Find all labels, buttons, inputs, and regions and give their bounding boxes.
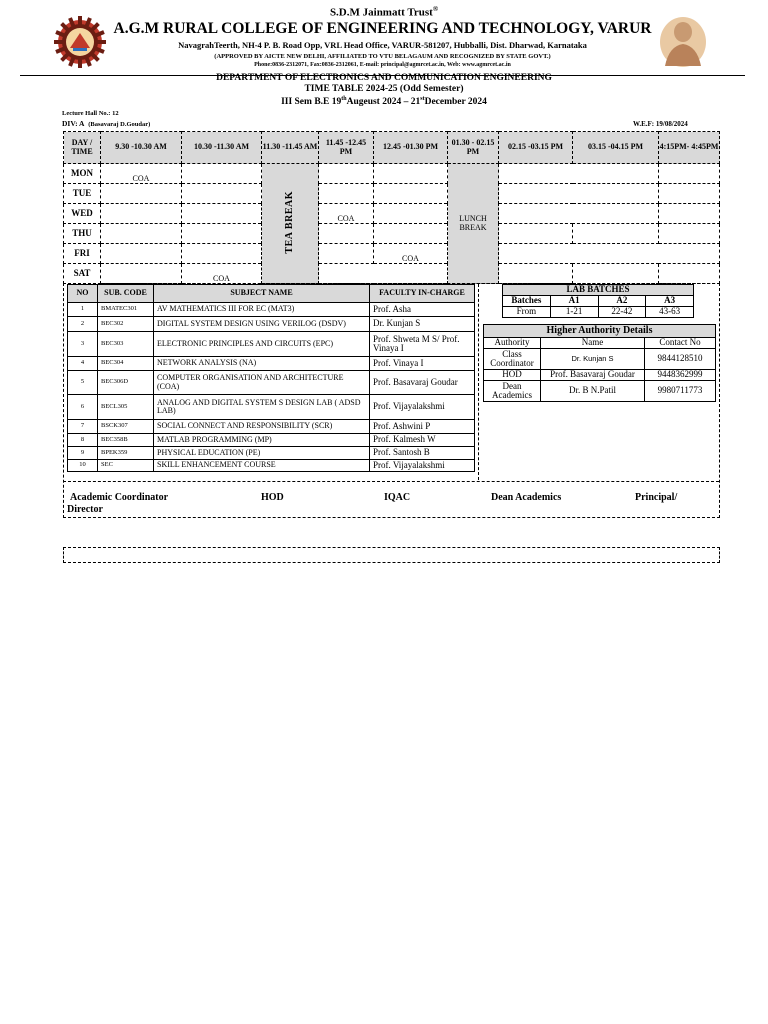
period-cell	[499, 264, 573, 284]
timetable-row-tue	[64, 184, 720, 204]
lecture-hall: Lecture Hall No.: 12	[62, 110, 119, 117]
period-cell	[319, 164, 374, 184]
table-row: 5 BEC306D COMPUTER ORGANISATION AND ARCHITECTURE (COA) Prof. Basavaraj Goudar	[68, 371, 475, 395]
slot-header: 02.15 -03.15 PM	[499, 132, 573, 164]
period-cell	[659, 264, 720, 284]
day-label: FRI	[64, 244, 101, 264]
semester-period: III Sem B.E 19thAugeust 2024 – 21stDecember 2024	[281, 96, 487, 108]
period-cell	[499, 204, 659, 224]
table-row: 3 BEC303 ELECTRONIC PRINCIPLES AND CIRCUITS (EPC) Prof. Shweta M S/ Prof. Vinaya I	[68, 332, 475, 357]
period-cell	[182, 204, 262, 224]
tea-break-cell	[262, 164, 319, 284]
subjects-header-row	[68, 285, 475, 303]
tea-break-label: TEA BREAK	[283, 191, 295, 254]
authority-title: Higher Authority Details	[484, 325, 716, 338]
period-cell	[319, 224, 374, 244]
period-cell	[319, 184, 374, 204]
slot-header: 03.15 -04.15 PM	[573, 132, 659, 164]
division-label: DIV: A (Basavaraj D.Goudar)	[62, 119, 151, 128]
table-row: 2 BEC302 DIGITAL SYSTEM DESIGN USING VERILOG (DSDV) Dr. Kunjan S	[68, 317, 475, 332]
wef-date: W.E.F: 19/08/2024	[633, 120, 688, 128]
timetable-header-row	[64, 132, 720, 164]
period-cell	[573, 224, 659, 244]
timetable-row-sat	[64, 264, 720, 284]
department-title: DEPARTMENT OF ELECTRONICS AND COMMUNICATION ENGINEERING	[216, 73, 552, 83]
lab-batches-table	[502, 284, 694, 318]
signature-principal: Principal/	[635, 492, 678, 503]
period-cell	[101, 244, 182, 264]
column-header: NO	[68, 285, 98, 303]
founder-photo	[659, 16, 707, 68]
day-label: MON	[64, 164, 101, 184]
signature-director: Director	[67, 504, 103, 515]
table-row: 6 BECL305 ANALOG AND DIGITAL SYSTEM S DESIGN LAB ( ADSD LAB) Prof. Vijayalakshmi	[68, 395, 475, 420]
signature-divider	[63, 481, 719, 482]
column-header: SUBJECT NAME	[154, 285, 370, 303]
period-cell	[374, 164, 448, 184]
signature-iqac: IQAC	[384, 492, 411, 503]
period-cell: COA	[374, 244, 448, 264]
period-cell	[573, 264, 659, 284]
period-cell	[101, 184, 182, 204]
table-row: 4 BEC304 NETWORK ANALYSIS (NA) Prof. Vinaya I	[68, 357, 475, 371]
period-cell	[182, 164, 262, 184]
slot-header: 4:15PM- 4:45PM	[659, 132, 720, 164]
empty-footer-box	[63, 547, 720, 563]
period-cell: COA	[319, 204, 374, 224]
table-row: HOD Prof. Basavaraj Goudar 9448362999	[484, 370, 716, 381]
table-row: 8 BEC358B MATLAB PROGRAMMING (MP) Prof. Kalmesh W	[68, 434, 475, 447]
period-cell	[319, 264, 448, 284]
period-cell	[101, 264, 182, 284]
signature-dean: Dean Academics	[491, 492, 562, 503]
timetable-title: TIME TABLE 2024-25 (Odd Semester)	[304, 84, 464, 94]
authority-table	[483, 324, 716, 402]
registered-mark: ®	[432, 5, 439, 13]
slot-header: 9.30 -10.30 AM	[101, 132, 182, 164]
lunch-break-cell	[448, 164, 499, 284]
signature-hod: HOD	[261, 492, 284, 503]
period-cell: COA	[182, 264, 262, 284]
contact-line: Phone:0836-2312071, Fax:0836-2312061, E-mail: principal@agmrcet.ac.in, Web: www.agmrcet.ac.in	[254, 62, 511, 68]
period-cell	[499, 224, 573, 244]
timetable-row-fri	[64, 244, 720, 264]
table-row: From 1-21 22-42 43-63	[503, 307, 694, 318]
period-cell	[499, 184, 659, 204]
college-name: A.G.M RURAL COLLEGE OF ENGINEERING AND TECHNOLOGY, VARUR	[113, 20, 652, 37]
column-header: FACULTY IN-CHARGE	[370, 285, 475, 303]
period-cell	[499, 164, 659, 184]
period-cell	[319, 244, 374, 264]
column-header: SUB. CODE	[98, 285, 154, 303]
period-cell	[659, 224, 720, 244]
approval-note: (APPROVED BY AICTE NEW DELHI, AFFILIATED TO VTU BELAGAUM AND RECOGNIZED BY STATE GOVT.)	[214, 53, 551, 60]
lab-batches-title: LAB BATCHES	[503, 285, 694, 296]
college-address: NavagrahTeerth, NH-4 P. B. Road Opp, VRL Head Office, VARUR-581207, Hubballi, Dist. Dharwad, Karnataka	[178, 40, 587, 50]
period-cell	[182, 184, 262, 204]
day-time-header: DAY / TIME	[64, 132, 101, 164]
college-logo	[53, 15, 107, 69]
table-row: Class Coordinator Dr. Kunjan S 9844128510	[484, 349, 716, 370]
table-row: 1 BMATEC301 AV MATHEMATICS III FOR EC (MAT3) Prof. Asha	[68, 303, 475, 317]
period-cell	[374, 184, 448, 204]
period-cell	[374, 204, 448, 224]
period-cell	[659, 184, 720, 204]
slot-header: 11.45 -12.45 PM	[319, 132, 374, 164]
period-cell	[101, 224, 182, 244]
day-label: TUE	[64, 184, 101, 204]
slot-header: 01.30 - 02.15 PM	[448, 132, 499, 164]
period-cell	[182, 244, 262, 264]
period-cell	[659, 164, 720, 184]
period-cell	[499, 244, 720, 264]
timetable-row-thu	[64, 224, 720, 244]
table-row: Dean Academics Dr. B N.Patil 9980711773	[484, 381, 716, 402]
slot-header: 11.30 -11.45 AM	[262, 132, 319, 164]
timetable-row-wed	[64, 204, 720, 224]
day-label: SAT	[64, 264, 101, 284]
table-row: 7 BSCK307 SOCIAL CONNECT AND RESPONSIBILITY (SCR) Prof. Ashwini P	[68, 420, 475, 434]
slot-header: 12.45 -01.30 PM	[374, 132, 448, 164]
period-cell	[101, 204, 182, 224]
authority-header-row: Authority Name Contact No	[484, 338, 716, 349]
day-label: WED	[64, 204, 101, 224]
subjects-table	[67, 284, 475, 472]
period-cell	[659, 204, 720, 224]
table-row: 10 SEC SKILL ENHANCEMENT COURSE Prof. Vijayalakshmi	[68, 460, 475, 472]
period-cell	[374, 224, 448, 244]
lunch-break-label: LUNCH BREAK	[459, 214, 487, 232]
lower-section-divider	[478, 284, 479, 480]
lab-batches-header-row: Batches A1 A2 A3	[503, 296, 694, 307]
table-row: 9 BPEK359 PHYSICAL EDUCATION (PE) Prof. Santosh B	[68, 447, 475, 460]
slot-header: 10.30 -11.30 AM	[182, 132, 262, 164]
trust-name: S.D.M Jainmatt Trust®	[329, 5, 439, 19]
signature-academic-coordinator: Academic Coordinator	[70, 492, 169, 503]
period-cell	[182, 224, 262, 244]
timetable-grid	[63, 131, 720, 284]
period-cell: COA	[101, 164, 182, 184]
day-label: THU	[64, 224, 101, 244]
timetable-row-mon	[64, 164, 720, 184]
